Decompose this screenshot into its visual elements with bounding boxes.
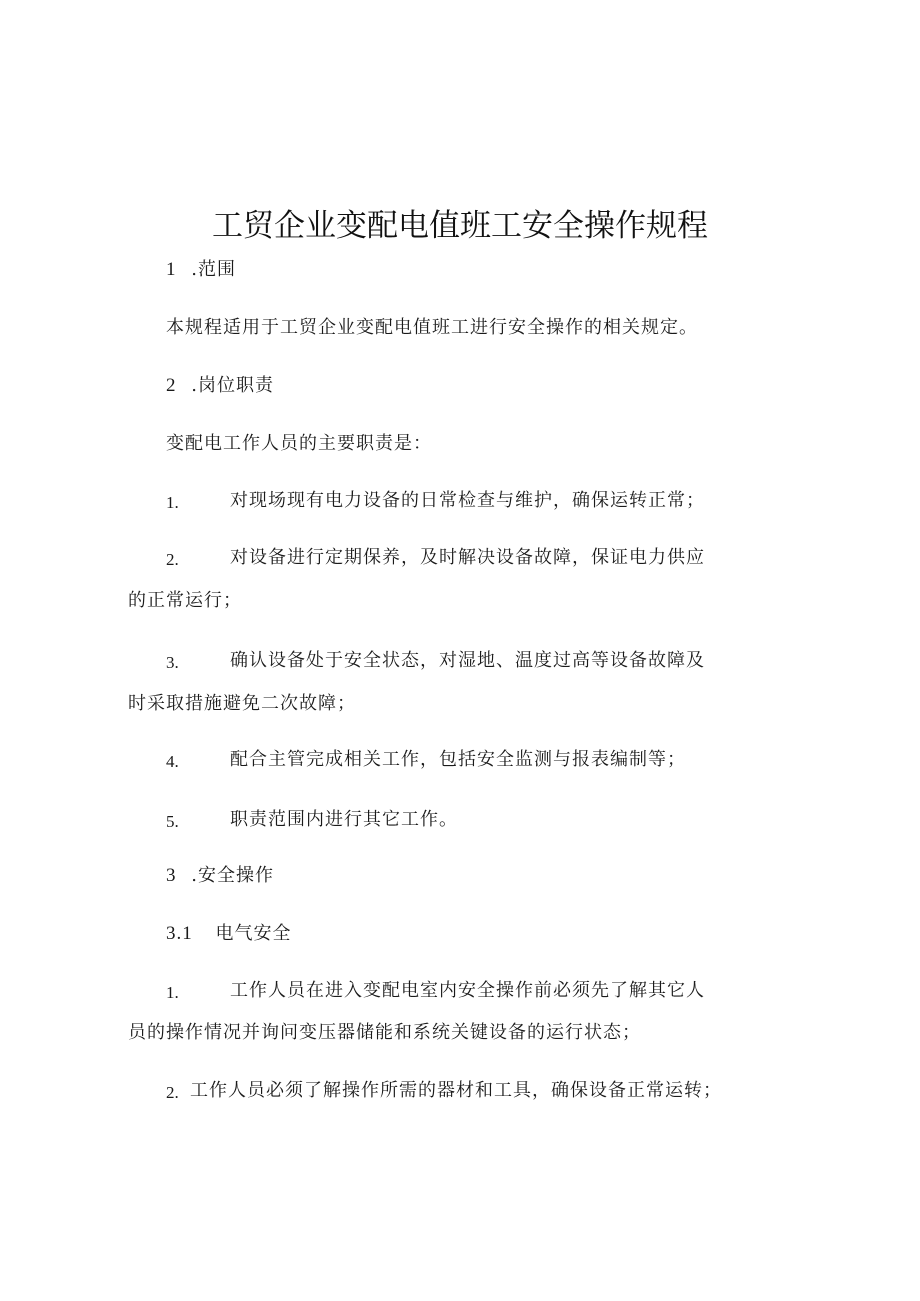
electrical-item-1-number: 1.: [166, 983, 179, 1002]
section-1-body: 本规程适用于工贸企业变配电值班工进行安全操作的相关规定。: [166, 317, 698, 338]
duty-item-3-number: 3.: [166, 653, 179, 672]
section-3-label: .安全操作: [191, 865, 274, 886]
section-2-number: 2: [166, 375, 177, 396]
section-3-1-heading: [166, 923, 291, 945]
section-2-intro: 变配电工作人员的主要职责是：: [166, 433, 432, 454]
document-title: 工贸企业变配电值班工安全操作规程: [212, 208, 708, 244]
duty-item-1-number: 1.: [166, 493, 179, 512]
duty-item-2-text-cont: 的正常运行；: [128, 590, 242, 611]
section-3-1-number: 3.1: [166, 923, 193, 944]
section-1-number: 1: [166, 259, 177, 280]
section-1-heading: [166, 259, 236, 281]
duty-item-3-text: 确认设备处于安全状态，对湿地、温度过高等设备故障及: [230, 650, 705, 671]
section-2-label: .岗位职责: [191, 375, 274, 396]
electrical-item-2-text: 工作人员必须了解操作所需的器材和工具，确保设备正常运转；: [190, 1080, 722, 1101]
electrical-item-1-text: 工作人员在进入变配电室内安全操作前必须先了解其它人: [230, 980, 705, 1001]
duty-item-2-text: 对设备进行定期保养，及时解决设备故障，保证电力供应: [230, 547, 705, 568]
duty-item-3-text-cont: 时采取措施避免二次故障；: [128, 693, 356, 714]
section-1-label: .范围: [191, 259, 236, 280]
duty-item-4-text: 配合主管完成相关工作，包括安全监测与报表编制等；: [230, 749, 686, 770]
duty-item-1-text: 对现场现有电力设备的日常检查与维护，确保运转正常；: [230, 490, 705, 511]
section-2-heading: [166, 375, 274, 397]
section-3-1-label: 电气安全: [215, 923, 292, 944]
duty-item-5-text: 职责范围内进行其它工作。: [230, 809, 458, 830]
duty-item-5-number: 5.: [166, 812, 179, 831]
duty-item-2-number: 2.: [166, 550, 179, 569]
section-3-number: 3: [166, 865, 177, 886]
duty-item-4-number: 4.: [166, 752, 179, 771]
electrical-item-2-number: 2.: [166, 1083, 179, 1102]
section-3-heading: [166, 865, 274, 887]
electrical-item-1-text-cont: 员的操作情况并询问变压器储能和系统关键设备的运行状态；: [128, 1022, 641, 1043]
